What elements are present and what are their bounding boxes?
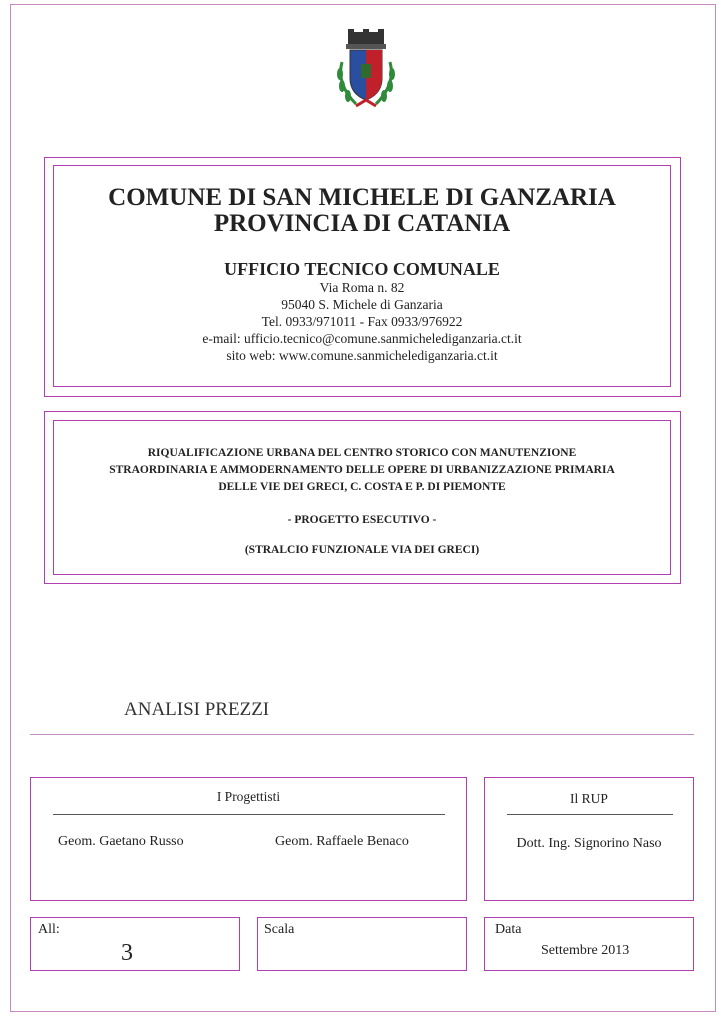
- data-value: Settembre 2013: [541, 943, 630, 958]
- title-divider: [30, 734, 694, 735]
- rup-heading: Il RUP: [570, 791, 608, 806]
- header-box: [53, 165, 671, 387]
- city: 95040 S. Michele di Ganzaria: [281, 297, 443, 312]
- municipal-crest-icon: [328, 28, 404, 116]
- allegato-box: [30, 917, 240, 971]
- scala-label: Scala: [264, 922, 295, 937]
- rup-box: [484, 777, 694, 901]
- municipality-title: COMUNE DI SAN MICHELE DI GANZARIA: [108, 184, 616, 211]
- data-label: Data: [495, 922, 522, 937]
- allegato-label: All:: [38, 922, 60, 937]
- designer-name-1: Geom. Gaetano Russo: [58, 834, 184, 849]
- project-phase: - PROGETTO ESECUTIVO -: [287, 514, 437, 526]
- website-link[interactable]: sito web: www.comune.sanmichelediganzaria.ct.it: [226, 348, 498, 363]
- project-title-line2: STRAORDINARIA E AMMODERNAMENTO DELLE OPERE DI URBANIZZAZIONE PRIMARIA: [109, 464, 615, 476]
- project-title-line1: RIQUALIFICAZIONE URBANA DEL CENTRO STORICO CON MANUTENZIONE: [147, 447, 577, 459]
- email-link[interactable]: e-mail: ufficio.tecnico@comune.sanmichelediganzaria.ct.it: [202, 331, 522, 346]
- scala-box: [257, 917, 467, 971]
- province-title: PROVINCIA DI CATANIA: [213, 210, 511, 237]
- designers-box: [30, 777, 467, 901]
- rup-name: Dott. Ing. Signorino Naso: [516, 836, 662, 851]
- project-subtitle: (STRALCIO FUNZIONALE VIA DEI GRECI): [244, 544, 480, 556]
- phone-fax: Tel. 0933/971011 - Fax 0933/976922: [261, 314, 463, 329]
- data-box: [484, 917, 694, 971]
- allegato-number: 3: [121, 940, 133, 966]
- designers-heading: I Progettisti: [216, 789, 281, 804]
- address: Via Roma n. 82: [319, 280, 405, 295]
- project-title-line3: DELLE VIE DEI GRECI, C. COSTA E P. DI PIEMONTE: [218, 481, 506, 493]
- office-title: UFFICIO TECNICO COMUNALE: [224, 259, 500, 279]
- designers-rule: [53, 814, 445, 815]
- rup-rule: [507, 814, 673, 815]
- project-box: [53, 420, 671, 575]
- document-title: ANALISI PREZZI: [124, 699, 270, 720]
- designer-name-2: Geom. Raffaele Benaco: [275, 834, 409, 849]
